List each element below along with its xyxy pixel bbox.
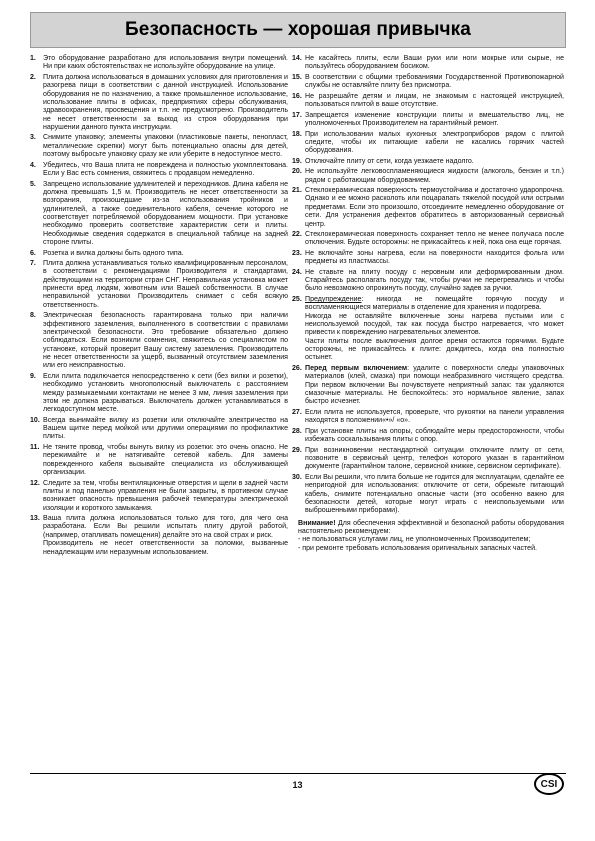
list-item: [30, 74, 288, 132]
item-number: 5.: [30, 180, 36, 188]
warning-label: Предупреждение: [305, 296, 362, 303]
list-item: [30, 250, 288, 258]
list-item: [292, 187, 564, 229]
item-number: 21.: [292, 187, 302, 195]
item-number: 25.: [292, 296, 302, 303]
page-title: Безопасность — хорошая привычка: [125, 19, 471, 40]
item-text: Всегда вынимайте вилку из розетки или отключайте электричество на Вашем щитке перед мойкой или другими операциями по профилактике плиты.: [43, 416, 288, 441]
item-text-body: : никогда не помещайте горячую посуду и воспламеняющиеся материалы в отделение для хранения и подогрева.: [305, 296, 564, 312]
list-item: [30, 480, 288, 513]
list-item: [292, 269, 564, 294]
item-number: 23.: [292, 249, 302, 257]
item-text: При использовании малых кухонных электроприборов рядом с плитой следите, чтобы их питающие кабели не касались горячих частей оборудования.: [305, 130, 564, 155]
item-text: При возникновении нестандартной ситуации отключите плиту от сети, позвоните в сервисный центр, телефон которого указан в гарантийном документе (гарантийном талоне, сервисной книжке, сервисном сертификате).: [305, 446, 564, 471]
list-item: [292, 131, 564, 156]
item-number: 29.: [292, 446, 302, 454]
item-text-continued: Производитель не несет ответственности за поломки, вызванные ненадлежащим или неразумным использованием.: [43, 540, 288, 556]
csi-logo: CSI: [534, 773, 564, 795]
list-item: [292, 74, 564, 91]
item-text: Плита должна использоваться в домашних условиях для приготовления и разогрева пищи в соответствии с данной инструкцией. Использование оборудования не по назначению, а также промышленное использование, использование плиты в офисах, предприятиях сферы обслуживания, здравоохранения, просвещения и т.п. не предусмотрено. Производитель не несет ответственности за выход из строя оборудования при нарушении данного пункта инструкции.: [43, 73, 288, 131]
item-number: 13.: [30, 515, 40, 523]
item-text: Запрещается изменение конструкции плиты и вмешательство лиц, не уполномоченных Производителем на гарантийный ремонт.: [305, 111, 564, 127]
item-text: Это оборудование разработано для использования внутри помещений. Ни при каких обстоятельствах не используйте оборудование на улице.: [43, 55, 288, 71]
list-item: [30, 181, 288, 248]
list-item: [30, 444, 288, 477]
list-item: [292, 93, 564, 110]
list-item: [292, 55, 564, 72]
item-text: Электрическая безопасность гарантирована только при наличии эффективного заземления, выполненного в соответствии с правилами электрической безопасности. Это требование обязательно должно соблюдаться. Если возникли сомнения, свяжитесь со специалистом по установке, который проверит Вашу систему заземления. Производитель не несет ответственности за ущерб, вызванный отсутствием заземления или его неисправностью.: [43, 312, 288, 370]
item-number: 26.: [292, 364, 302, 372]
item-text: Плита должна устанавливаться только квалифицированным персоналом, в соответствии с рекомендациями Производителя и стандартами, действующими на территории стран СНГ. Неправильная установка может принести вред людям, животным или Вашей собственности. В случае неправильной установки Производитель снимает с себя всякую ответственность.: [43, 260, 288, 309]
item-text: Следите за тем, чтобы вентиляционные отверстия и щели в задней части плиты и под панелью управления не были закрыты, в противном случае возникает опасность превышения рабочей температуры электрической изоляции и короткого замыкания.: [43, 479, 288, 512]
list-item: [30, 134, 288, 159]
list-item: [292, 428, 564, 445]
list-item: [30, 260, 288, 310]
item-text: [305, 296, 564, 313]
item-number: 12.: [30, 479, 40, 487]
list-item: [292, 168, 564, 185]
item-text: Отключайте плиту от сети, когда уезжаете надолго.: [305, 157, 474, 165]
list-item: [30, 417, 288, 442]
warning-line-2: - при ремонте требовать использования оригинальных запасных частей.: [298, 544, 537, 552]
item-number: 14.: [292, 55, 302, 62]
item-text: Розетка и вилка должны быть одного типа.: [43, 249, 184, 257]
item-number: 19.: [292, 157, 302, 165]
page-header: [30, 12, 566, 48]
item-number: 10.: [30, 416, 40, 424]
item-number: 28.: [292, 427, 302, 435]
item-text: Запрещено использование удлинителей и переходников. Длина кабеля не должна превышать 1,5 м. Производитель не несет ответственности за возгорания, произошедшие из-за использования тройников и удлинителей, а также соединительного кабеля, сечение которого не соответствует потребляемой оборудованием мощности. При установке необходимо проверить соответствие характеристик сети и плиты. Необходимые сведения содержатся в специальной таблице на задней стороне плиты.: [43, 180, 288, 246]
item-text: [305, 365, 564, 407]
item-text-body: : удалите с поверхности следы упаковочных материалов (клей, смазка) при помощи неабразивного чистящего средства. При первом включении Вы почувствуете неприятный запах: так удаляются смазочные материалы. Не беспокойтесь: это нормальное явление, запах быстро исчезнет.: [305, 364, 565, 406]
first-use-label: Перед первым включением: [305, 364, 408, 372]
item-number: 27.: [292, 408, 302, 416]
warning-title: Внимание!: [298, 519, 336, 527]
item-text: Ваша плита должна использоваться только для того, для чего она разработана. Если Вы решили испытать плиту другой работой, (например, отапливать помещения) делайте это на свой страх и риск.: [43, 515, 288, 539]
item-text: Не тяните провод, чтобы вынуть вилку из розетки: это очень опасно. Не пережимайте и не натягивайте сетевой кабель. Для замены поврежденного кабеля вызывайте специалиста из обслуживающей организации.: [43, 444, 288, 477]
list-item: [30, 55, 288, 72]
item-text-continued: Никогда не оставляйте включенные зоны нагрева пустыми или с неиспользуемой посудой, так как посуда быстро нагревается, что может привести к повреждению нагревательных элементов.: [305, 312, 564, 337]
list-item: [30, 162, 288, 179]
item-text: Если плита не используется, проверьте, что рукоятки на панели управления находятся в положении«•»/ «о».: [305, 408, 564, 425]
footer-divider: [30, 773, 566, 774]
left-column: [30, 55, 288, 559]
list-item: [292, 296, 564, 363]
item-number: 18.: [292, 130, 302, 138]
item-text: Если Вы решили, что плита больше не годится для эксплуатации, сделайте ее непригодной для использования: отключите от сети, обрежьте питающий кабель, снимите потенциально опасные части (это особенно важно для безопасности детей, которые могут играть с неиспользуемыми или выброшенными приборами).: [305, 473, 564, 515]
warning-intro: Для обеспечения эффективной и безопасной работы оборудования настоятельно рекомендуем:: [298, 519, 564, 535]
warning-block: [298, 520, 564, 553]
list-item: [292, 447, 564, 472]
item-text: Не разрешайте детям и лицам, не знакомым с настоящей инструкцией, пользоваться плитой в ваше отсутствие.: [305, 92, 564, 109]
list-item: [292, 474, 564, 516]
list-item: [292, 158, 564, 166]
item-text: Стеклокерамическая поверхность термоустойчива и достаточно ударопрочна. Однако и ее можно расколоть или поцарапать тяжелой посудой или острыми предметами. Если это произошло, отсоедините немедленно оборудование от сети. Для устранения дефектов обратитесь в авторизованный сервисный центр.: [305, 187, 564, 228]
item-text: В соответствии с общими требованиями Государственной Противопожарной службы не оставляйте плиту без присмотра.: [305, 73, 564, 90]
item-number: 17.: [292, 111, 302, 119]
item-number: 8.: [30, 312, 36, 320]
list-item: [30, 312, 288, 370]
item-text: Убедитесь, что Ваша плита не повреждена и полностью укомплектована. Если у Вас есть сомнения, свяжитесь с продавцом немедленно.: [43, 161, 288, 178]
item-number: 22.: [292, 231, 302, 239]
item-number: 2.: [30, 73, 36, 81]
list-item: [292, 231, 564, 248]
item-number: 4.: [30, 161, 36, 169]
warning-text: [298, 520, 564, 537]
list-item: [292, 409, 564, 426]
item-text: Не касайтесь плиты, если Ваши руки или ноги мокрые или сырые, не пользуйтесь оборудованием босиком.: [305, 55, 564, 71]
item-text: Не используйте легковоспламеняющиеся жидкости (алкоголь, бензин и т.п.) рядом с работающим оборудованием.: [305, 168, 564, 184]
item-text-continued-2: Части плиты после выключения долгое время остаются горячими. Будьте осторожны, не прикасайтесь к плите: дождитесь, когда она полностью остынет.: [305, 337, 564, 362]
item-text: Стеклокерамическая поверхность сохраняет тепло не менее получаса после отключения. Будьте осторожны: не прикасайтесь к ней, пока она еще горячая.: [305, 231, 564, 247]
page-number: 13: [292, 780, 303, 790]
item-number: 3.: [30, 134, 36, 142]
item-text: Не включайте зоны нагрева, если на поверхности находится фольга или предметы из пластмассы.: [305, 249, 564, 266]
list-item: [30, 515, 288, 557]
item-text: Если плита подключается непосредственно к сети (без вилки и розетки), необходимо установить многополюсный выключатель с расстоянием между размыкаемыми контактами не менее 3 мм, линия заземления при этом не должна разрываться. Выключатель должен устанавливаться в легкодоступном месте.: [43, 372, 288, 414]
item-text: Снимите упаковку; элементы упаковки (пластиковые пакеты, пенопласт, металлические скрепки) могут быть потенциально опасны для детей, поэтому выбросьте упаковку сразу же или уберите в недоступное место.: [43, 134, 288, 159]
item-text: Не ставьте на плиту посуду с неровным или деформированным дном. Старайтесь располагать посуду так, чтобы ручки не перегревались и чтобы было невозможно опрокинуть посуду, случайно задев за ручки.: [305, 268, 564, 293]
item-number: 15.: [292, 73, 302, 81]
warning-line-1: - не пользоваться услугами лиц, не уполномоченных Производителем;: [298, 536, 531, 544]
item-text: При установке плиты на опоры, соблюдайте меры предосторожности, чтобы избежать соскальзывания плиты с опор.: [305, 427, 564, 444]
item-number: 9.: [30, 372, 36, 380]
item-number: 11.: [30, 444, 40, 451]
list-item: [292, 365, 564, 407]
right-column: [292, 55, 564, 553]
item-number: 16.: [292, 92, 302, 100]
item-number: 1.: [30, 55, 36, 62]
item-number: 6.: [30, 249, 36, 257]
item-number: 20.: [292, 168, 302, 176]
item-number: 30.: [292, 473, 302, 481]
item-number: 24.: [292, 268, 302, 276]
item-number: 7.: [30, 260, 36, 268]
list-item: [30, 373, 288, 415]
list-item: [292, 112, 564, 129]
list-item: [292, 250, 564, 267]
